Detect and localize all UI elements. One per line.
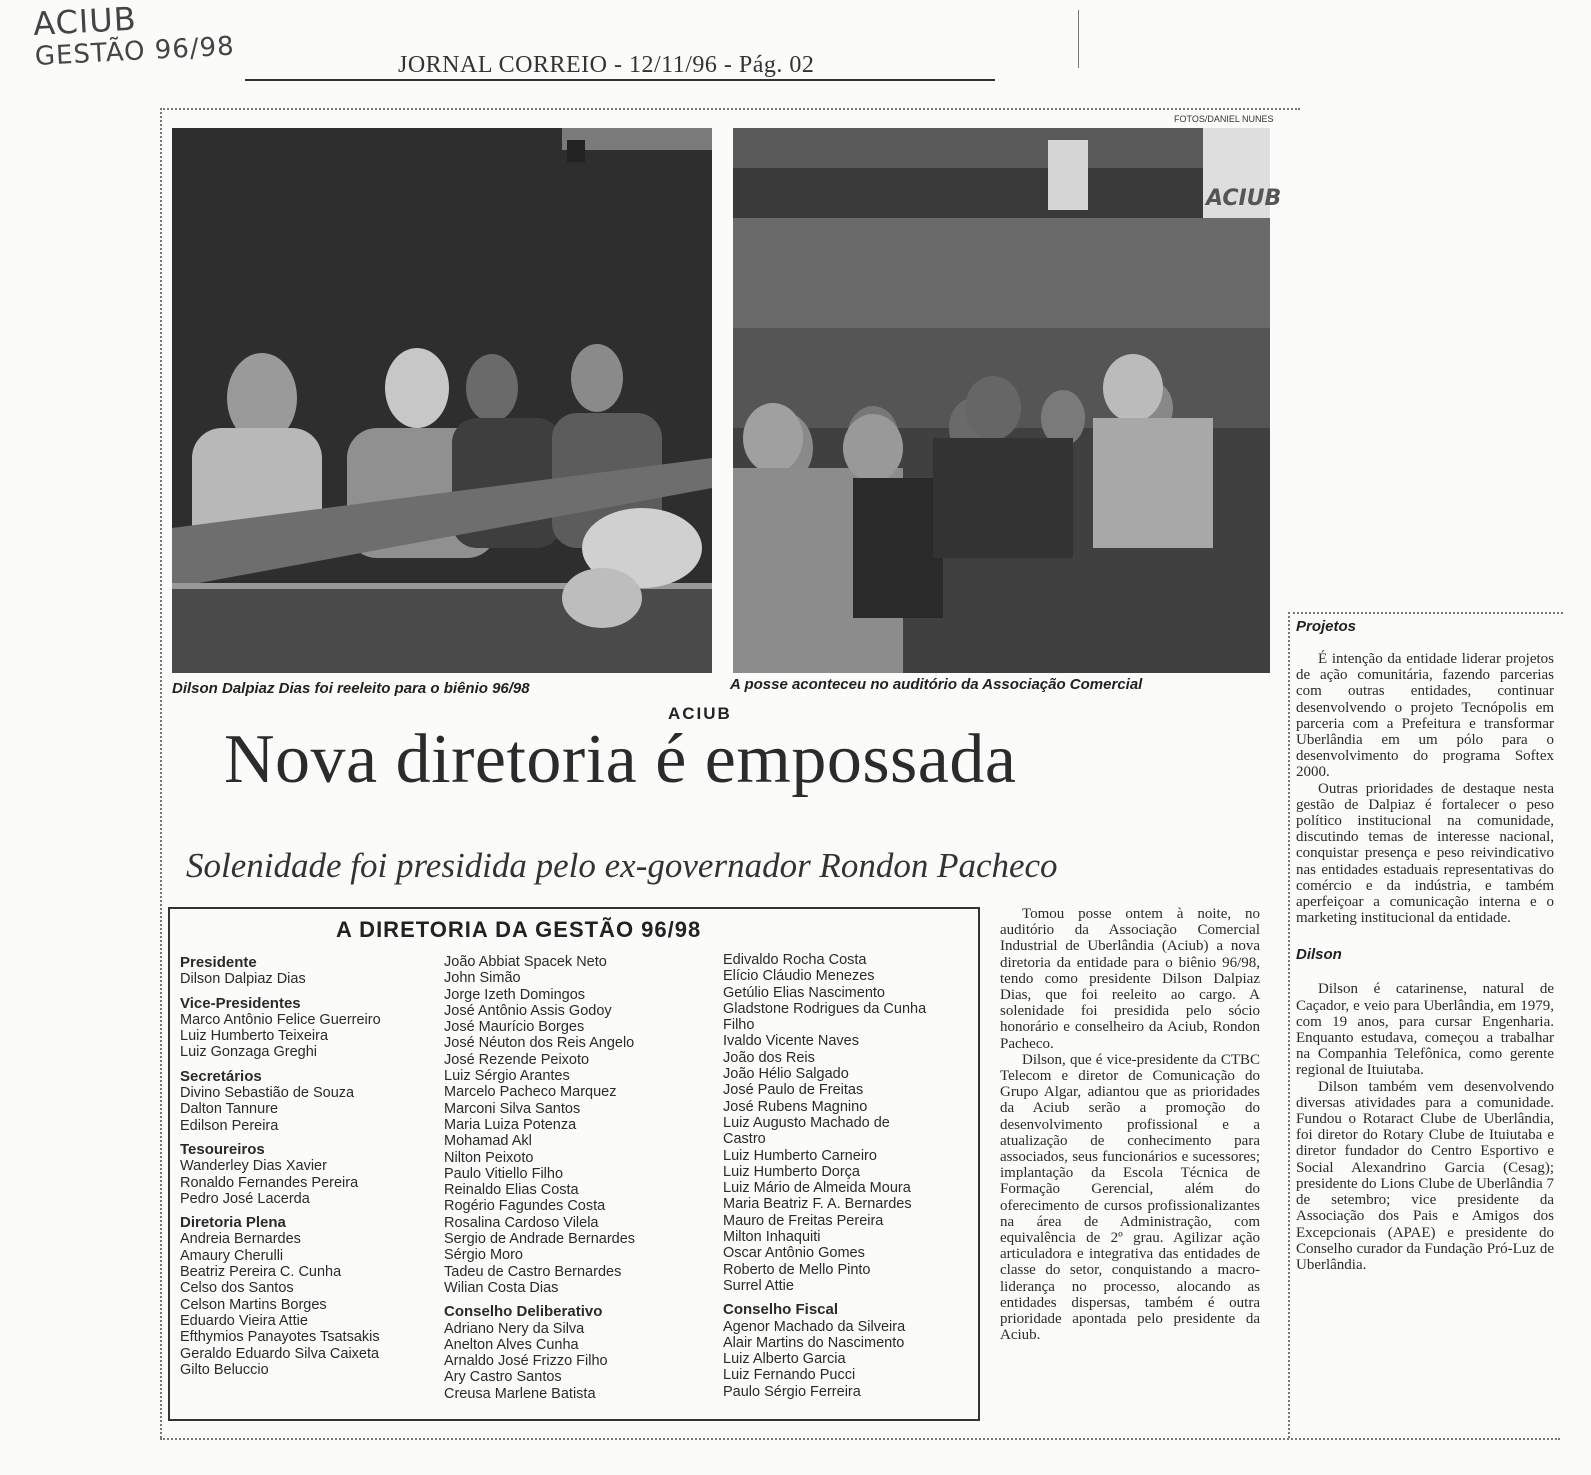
member-name: João Hélio Salgado (723, 1066, 849, 1083)
sidebar-border-top (1288, 612, 1563, 614)
photo-auditorium-image (733, 128, 1270, 673)
auditorium-sign: ACIUB (1206, 186, 1282, 211)
member-name: Surrel Attie (723, 1277, 794, 1294)
member-name: Gilto Beluccio (180, 1361, 269, 1378)
member-name: Wanderley Dias Xavier (180, 1158, 327, 1175)
member-name: José Maurício Borges (444, 1019, 585, 1036)
member-name: Marco Antônio Felice Guerreiro (180, 1011, 381, 1028)
group-conselho-fiscal (723, 1302, 973, 1400)
clipping-border-left (160, 108, 162, 1438)
photo-head-table-image (172, 128, 712, 673)
member-name: Mauro de Freitas Pereira (723, 1212, 884, 1229)
sidebar-border-left (1288, 612, 1290, 1438)
member-name: João dos Reis (723, 1049, 815, 1066)
member-name: Luiz Mário de Almeida Moura (723, 1180, 911, 1197)
section-kicker: ACIUB (668, 704, 732, 723)
left-photo-caption: Dilson Dalpiaz Dias foi reeleito para o biênio 96/98 (172, 680, 530, 697)
member-name: Efthymios Panayotes Tsatsakis (180, 1329, 380, 1346)
photo-head-table (172, 128, 712, 673)
member-name: Celso dos Santos (180, 1280, 294, 1297)
masthead: JORNAL CORREIO - 12/11/96 - Pág. 02 (398, 52, 815, 78)
sidebar-paragraph: Dilson é catarinense, natural de Caçador, e veio para Uberlândia, em 1979, com 19 anos, para cursar Engenharia. Enquanto estudava, começou a trabalhar na Companhia Telefônica, como gerente regional de Ituiutaba. (1296, 981, 1554, 1079)
board-column-1 (180, 955, 440, 1386)
member-name: Luiz Humberto Carneiro (723, 1147, 877, 1164)
page-edge-mark (1078, 10, 1079, 68)
member-name: Filho (723, 1017, 755, 1034)
member-name: José Néuton dos Reis Angelo (444, 1035, 635, 1052)
group-diretoria-plena (180, 1215, 440, 1378)
member-name: José Antônio Assis Godoy (444, 1002, 612, 1019)
board-title: A DIRETORIA DA GESTÃO 96/98 (336, 917, 702, 942)
member-name: Rogério Fagundes Costa (444, 1198, 606, 1215)
photo-credit: FOTOS/DANIEL NUNES (1174, 114, 1274, 124)
member-name: Eduardo Vieira Attie (180, 1312, 308, 1329)
sidebar-title-projetos: Projetos (1296, 618, 1357, 635)
member-name: Andreia Bernardes (180, 1231, 301, 1248)
member-name: Ary Castro Santos (444, 1369, 562, 1386)
subheadline: Solenidade foi presidida pelo ex-governador Rondon Pacheco (186, 846, 1058, 885)
member-name: Ivaldo Vicente Naves (723, 1033, 859, 1050)
article-paragraph: Tomou posse ontem à noite, no auditório da Associação Comercial Industrial de Uberlândia (Aciub) a nova diretoria da entidade para o biênio 96/98, tendo como presidente Dilson Dalpiaz Dias, que foi reeleito ao cargo. A solenidade foi presidida pelo sócio honorário e conselheiro da Aciub, Rondon Pacheco. (1000, 906, 1260, 1052)
member-name: Sérgio Moro (444, 1247, 523, 1264)
member-name: Maria Luiza Potenza (444, 1116, 577, 1133)
headline: Nova diretoria é empossada (224, 721, 1017, 798)
right-photo-caption: A posse aconteceu no auditório da Associação Comercial (730, 676, 1143, 693)
member-name: Paulo Sérgio Ferreira (723, 1383, 861, 1400)
member-name: Luiz Humberto Teixeira (180, 1028, 329, 1045)
member-name: Ronaldo Fernandes Pereira (180, 1174, 359, 1191)
member-name: José Rubens Magnino (723, 1098, 868, 1115)
member-name: Agenor Machado da Silveira (723, 1318, 906, 1335)
member-name: Luiz Humberto Dorça (723, 1163, 860, 1180)
member-name: Reinaldo Elias Costa (444, 1182, 579, 1199)
sidebar-paragraph: Outras prioridades de destaque nesta gestão de Dalpiaz é fortalecer o peso político institucional na comunidade, discutindo temas de interesse nacional, conquistar presença e peso reivindicativo nas entidades estaduais representativas do comércio e da indústria, e também aperfeiçoar a comunicação interna e o marketing institucional da entidade. (1296, 780, 1554, 927)
clipping-border-bottom (160, 1438, 1560, 1440)
group-vice-presidentes (180, 996, 440, 1061)
member-name: Luiz Sérgio Arantes (444, 1068, 570, 1085)
group-conselho-deliberativo (444, 1304, 714, 1402)
member-name: Beatriz Pereira C. Cunha (180, 1264, 342, 1281)
member-name: Maria Beatriz F. A. Bernardes (723, 1196, 912, 1213)
member-name: Gladstone Rodrigues da Cunha (723, 1000, 927, 1017)
member-name: Creusa Marlene Batista (444, 1385, 596, 1402)
member-name: Marconi Silva Santos (444, 1100, 581, 1117)
member-name: Paulo Vitiello Filho (444, 1165, 564, 1182)
member-name: Milton Inhaquiti (723, 1229, 821, 1246)
group-title: Secretários (180, 1067, 262, 1085)
board-column-2 (444, 954, 714, 1410)
member-name: Luiz Gonzaga Greghi (180, 1044, 318, 1061)
member-name: Oscar Antônio Gomes (723, 1245, 865, 1262)
sidebar-title-dilson: Dilson (1296, 946, 1342, 964)
sidebar-paragraph: Dilson também vem desenvolvendo diversas atividades para a comunidade. Fundou o Rotaract Clube de Uberlândia, foi diretor do Rotary Clube de Ituiutaba e diretor fundador do Centro Esportivo e Social Alexandrino Garcia (Cesag); presidente do Lions Clube de Uberlândia 7 de setembro; vice presidente da Associação dos Pais e Amigos dos Excepcionais (APAE) e presidente do Conselho curador da Fundação Pró-Luz de Uberlândia. (1296, 1078, 1554, 1273)
member-name: Nilton Peixoto (444, 1149, 534, 1166)
photo-auditorium (733, 128, 1282, 673)
member-name: Jorge Izeth Domingos (444, 986, 586, 1003)
board-box (168, 907, 980, 1421)
member-name: Wilian Costa Dias (444, 1279, 559, 1296)
masthead-rule (245, 79, 995, 81)
group-title: Presidente (180, 954, 257, 971)
member-name: Luiz Augusto Machado de (723, 1114, 890, 1131)
sidebar-paragraph: É intenção da entidade liderar projetos de ação comunitária, fazendo parcerias com outras entidades, continuar desenvolvendo o projeto Tecnópolis em parceria com a Prefeitura e transformar Uberlândia em um pólo para o desenvolvimento do programa Softex 2000. (1296, 651, 1554, 781)
member-name: Castro (723, 1131, 766, 1148)
member-name: Rosalina Cardoso Vilela (444, 1214, 599, 1231)
group-diretoria-plena-cont-2 (723, 952, 973, 1294)
member-name: Marcelo Pacheco Marquez (444, 1084, 617, 1101)
member-name: Geraldo Eduardo Silva Caixeta (180, 1345, 380, 1362)
group-title: Tesoureiros (180, 1140, 265, 1158)
group-title: Conselho Fiscal (723, 1301, 839, 1319)
member-name: Edivaldo Rocha Costa (723, 952, 867, 968)
member-name: Roberto de Mello Pinto (723, 1261, 871, 1278)
member-name: Luiz Fernando Pucci (723, 1367, 856, 1384)
group-title: Conselho Deliberativo (444, 1303, 603, 1321)
member-name: Celson Martins Borges (180, 1296, 327, 1313)
article-paragraph: Dilson, que é vice-presidente da CTBC Telecom e diretor de Comunicação do Grupo Algar, adiantou que as prioridades da Aciub serão a promoção do desenvolvimento profissional e a atualização de conhecimento para associados, seus funcionários e sucessores; implantação da Escola Técnica de Formação Gerencial, além do oferecimento de cursos profissionalizantes na área de Administração, com equivalência de 2º grau. Agilizar ação articuladora e integrativa das entidades de classe do setor, conquistando a macro-liderança no processo, alocando as entidades dispersas, também é outra prioridade apontada pelo presidente da Aciub. (1000, 1051, 1260, 1344)
member-name: Elício Cláudio Menezes (723, 968, 875, 985)
group-title: Vice-Presidentes (180, 994, 301, 1012)
member-name: Dalton Tannure (180, 1101, 279, 1118)
member-name: José Paulo de Freitas (723, 1082, 864, 1099)
sidebar (1296, 618, 1554, 1273)
handwritten-annotation (32, 0, 235, 72)
annotation-line-1: ACIUB (32, 0, 138, 43)
group-tesoureiros (180, 1142, 440, 1207)
board-column-3 (723, 952, 973, 1408)
member-name: João Abbiat Spacek Neto (444, 954, 607, 970)
annotation-line-2: GESTÃO 96/98 (34, 31, 236, 72)
member-name: Dilson Dalpiaz Dias (180, 971, 306, 988)
member-name: Pedro José Lacerda (180, 1190, 310, 1207)
member-name: Amaury Cherulli (180, 1247, 284, 1264)
member-name: John Simão (444, 970, 521, 987)
member-name: Arnaldo José Frizzo Filho (444, 1353, 608, 1370)
member-name: Adriano Nery da Silva (444, 1320, 585, 1337)
member-name: Alair Martins do Nascimento (723, 1334, 905, 1351)
group-presidente (180, 955, 440, 988)
article-body (1000, 906, 1260, 1343)
member-name: Luiz Alberto Garcia (723, 1351, 846, 1368)
member-name: Tadeu de Castro Bernardes (444, 1263, 622, 1280)
member-name: Edilson Pereira (180, 1117, 279, 1134)
member-name: José Rezende Peixoto (444, 1051, 590, 1068)
member-name: Sergio de Andrade Bernardes (444, 1231, 636, 1248)
group-secretarios (180, 1069, 440, 1134)
member-name: Anelton Alves Cunha (444, 1336, 579, 1353)
member-name: Divino Sebastião de Souza (180, 1085, 355, 1102)
group-title: Diretoria Plena (180, 1214, 286, 1232)
group-diretoria-plena-cont (444, 954, 714, 1296)
member-name: Getúlio Elias Nascimento (723, 984, 885, 1001)
member-name: Mohamad Akl (444, 1133, 532, 1150)
clipping-border-top (160, 108, 1300, 110)
